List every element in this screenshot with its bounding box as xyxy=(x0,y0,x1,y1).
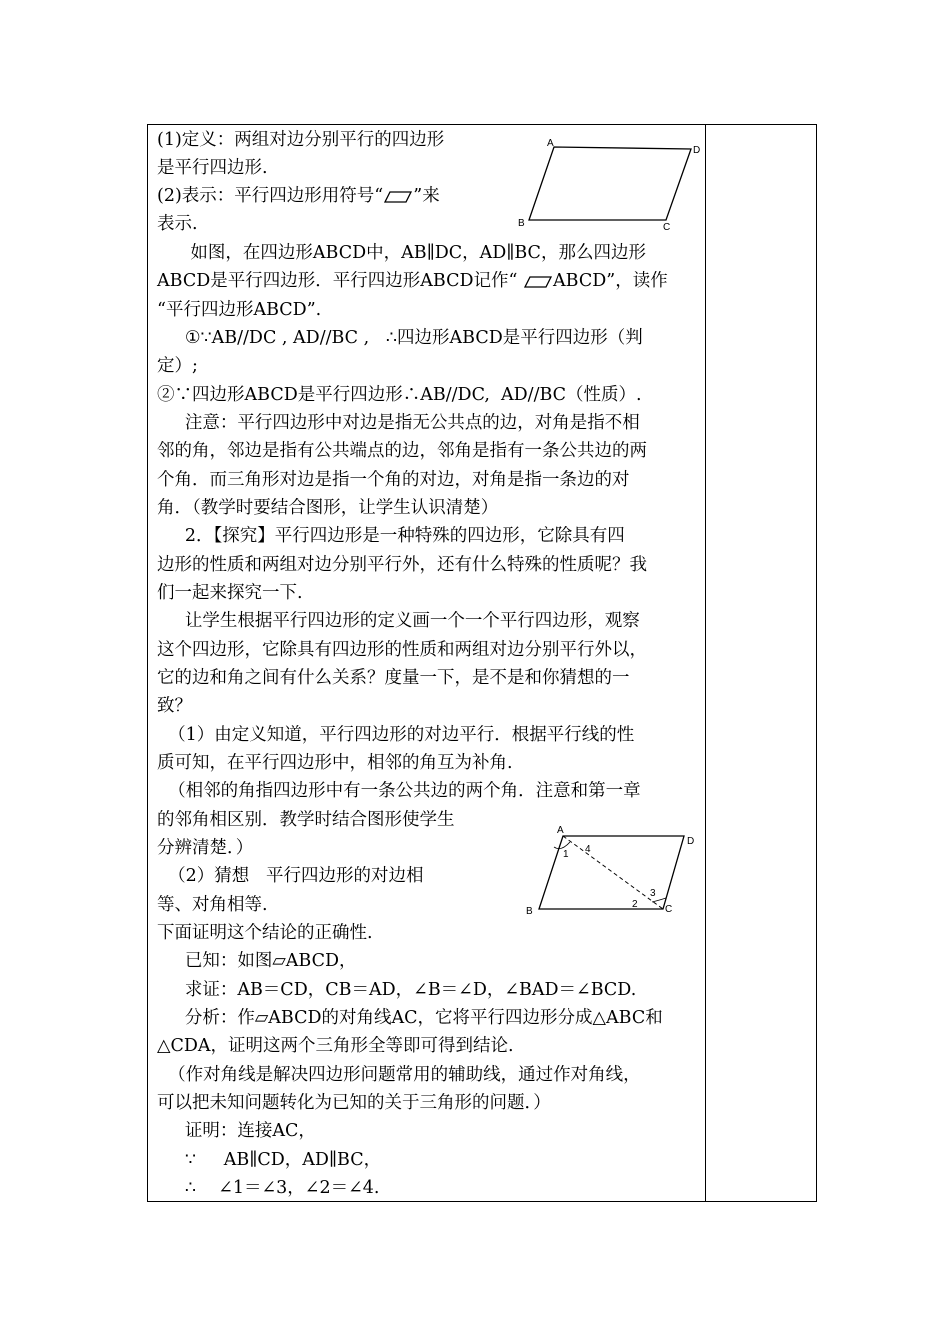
text-line: 下面证明这个结论的正确性. xyxy=(157,923,373,943)
diagonal-ac xyxy=(563,836,663,909)
text-line: 质可知，在平行四边形中，相邻的角互为补角. xyxy=(157,753,513,773)
text-line: 注意：平行四边形中对边是指无公共点的边，对角是指不相 xyxy=(157,413,640,433)
text-line: ②∵四边形ABCD是平行四边形∴AB//DC, AD//BC（性质）. xyxy=(157,385,642,405)
text-line: ∵ AB∥CD，AD∥BC， xyxy=(157,1150,382,1170)
angle-label-1: 1 xyxy=(563,849,569,860)
table-column-divider xyxy=(705,124,706,1202)
vertex-label-b: B xyxy=(526,906,533,917)
vertex-label-a: A xyxy=(557,825,564,836)
parallelogram-symbol-icon xyxy=(523,275,553,289)
vertex-label-c: C xyxy=(663,222,671,230)
text-line: 让学生根据平行四边形的定义画一个一个平行四边形，观察 xyxy=(157,611,640,631)
parallelogram-figure-1 xyxy=(510,134,710,230)
text-line: 表示. xyxy=(157,214,198,234)
text-segment: (2)表示：平行四边形用符号“ xyxy=(157,186,384,206)
angle-label-2: 2 xyxy=(632,899,638,910)
text-line: 等、对角相等. xyxy=(157,895,268,915)
text-line: 角．（教学时要结合图形，让学生认识清楚） xyxy=(157,498,499,518)
text-line: 致？ xyxy=(157,696,192,716)
text-line: （相邻的角指四边形中有一条公共边的两个角．注意和第一章 xyxy=(157,781,641,801)
text-line: 这个四边形，它除具有四边形的性质和两组对边分别平行外以， xyxy=(157,640,647,660)
parallelogram-shape xyxy=(529,147,691,220)
text-line: 们一起来探究一下. xyxy=(157,583,303,603)
text-line: 分辨清楚．） xyxy=(157,838,254,858)
text-line: 分析：作▱ABCD的对角线AC，它将平行四边形分成△ABC和 xyxy=(157,1008,663,1028)
text-line: 个角．而三角形对边是指一个角的对边，对角是指一条边的对 xyxy=(157,470,630,490)
vertex-label-b: B xyxy=(518,218,525,229)
text-line: （2）猜想 平行四边形的对边相 xyxy=(157,866,424,886)
text-line: 可以把未知问题转化为已知的关于三角形的问题．） xyxy=(157,1093,551,1113)
parallelogram-symbol-icon xyxy=(383,190,413,204)
text-line: 已知：如图▱ABCD， xyxy=(157,951,357,971)
vertex-label-d: D xyxy=(693,145,701,156)
angle-arc-a xyxy=(554,842,570,849)
text-line: ∴ ∠1＝∠3，∠2＝∠4. xyxy=(157,1178,380,1198)
text-line: ①∵AB//DC , AD//BC , ∴四边形ABCD是平行四边形（判 xyxy=(157,328,643,348)
text-line xyxy=(157,182,440,210)
vertex-label-c: C xyxy=(665,904,673,915)
text-line: 它的边和角之间有什么关系？度量一下，是不是和你猜想的一 xyxy=(157,668,630,688)
text-line: △CDA，证明这两个三角形全等即可得到结论. xyxy=(157,1036,514,1056)
text-line: 如图，在四边形ABCD中，AB∥DC，AD∥BC，那么四边形 xyxy=(157,243,646,263)
text-line: 2．【探究】平行四边形是一种特殊的四边形，它除具有四 xyxy=(157,526,625,546)
text-line: (1)定义：两组对边分别平行的四边形 xyxy=(157,130,445,150)
parallelogram-figure-2 xyxy=(520,822,710,918)
angle-label-3: 3 xyxy=(650,888,656,899)
text-line: “平行四边形ABCD”. xyxy=(157,300,322,320)
text-segment: ABCD”，读作 xyxy=(553,271,668,291)
text-line: （1）由定义知道，平行四边形的对边平行．根据平行线的性 xyxy=(157,725,635,745)
text-line: 是平行四边形. xyxy=(157,158,268,178)
vertex-label-a: A xyxy=(547,138,554,149)
text-segment: ”来 xyxy=(413,186,440,206)
text-line: 证明：连接AC， xyxy=(157,1121,316,1141)
text-line: 边形的性质和两组对边分别平行外，还有什么特殊的性质呢？我 xyxy=(157,555,647,575)
text-line: 邻的角，邻边是指有公共端点的边，邻角是指有一条公共边的两 xyxy=(157,441,647,461)
parallelogram-shape xyxy=(539,836,684,909)
text-line: 定）; xyxy=(157,356,198,376)
text-line xyxy=(157,267,668,295)
text-line: （作对角线是解决四边形问题常用的辅助线，通过作对角线， xyxy=(157,1065,641,1085)
angle-label-4: 4 xyxy=(585,844,591,855)
text-line: 的邻角相区别．教学时结合图形使学生 xyxy=(157,810,455,830)
text-line: 求证：AB＝CD，CB＝AD，∠B＝∠D，∠BAD＝∠BCD. xyxy=(157,980,637,1000)
text-segment: ABCD是平行四边形．平行四边形ABCD记作“ xyxy=(157,271,523,291)
vertex-label-d: D xyxy=(687,836,695,847)
